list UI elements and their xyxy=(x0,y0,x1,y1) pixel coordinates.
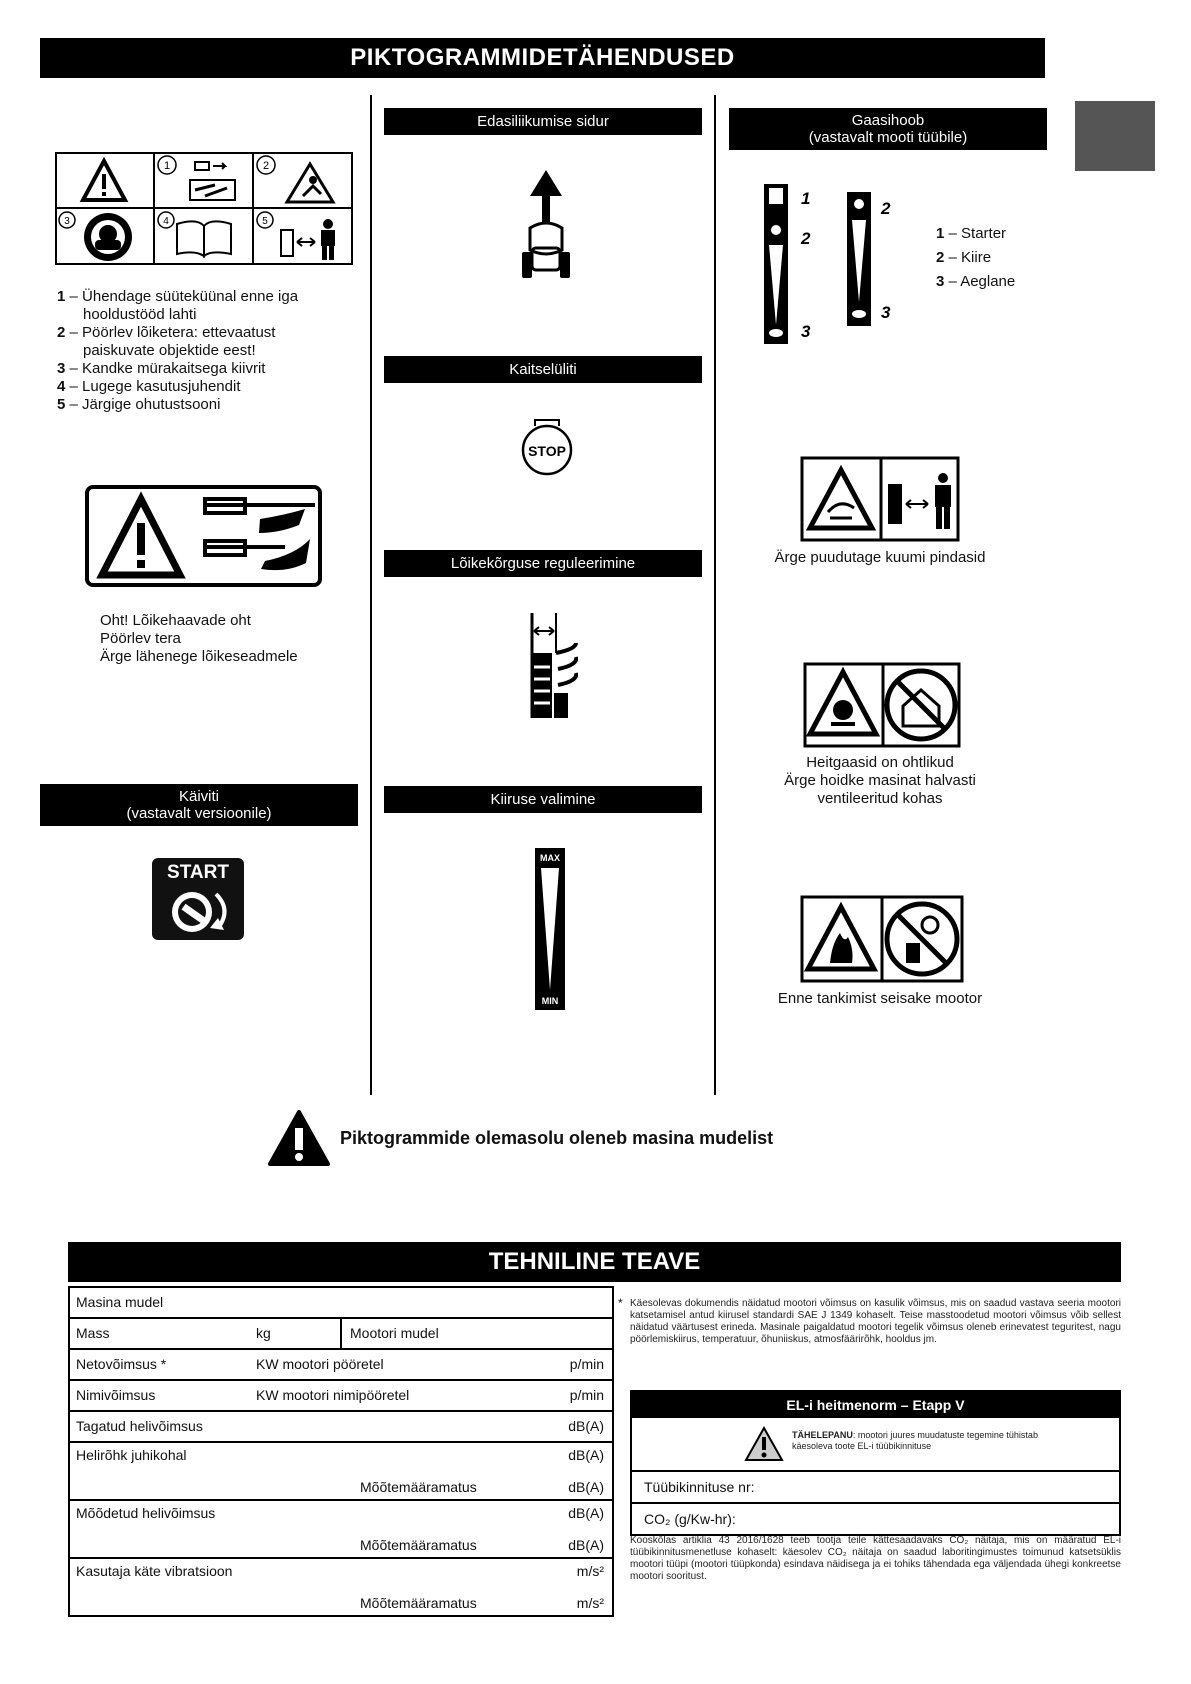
throttle-num-1: 1 xyxy=(801,189,811,208)
list-item: hooldustööd lahti xyxy=(83,306,197,323)
exhaust-text: Heitgaasid on ohtlikud Ärge hoidke masinat halvasti ventileeritud kohas xyxy=(784,754,976,807)
cut-height-icon xyxy=(528,613,578,723)
throttle-header: Gaasihoob (vastavalt mooti tüübile) xyxy=(729,108,1047,150)
safety-pictogram-grid xyxy=(55,152,353,265)
throttle-gauge-2 xyxy=(845,190,905,330)
table-row: Nimivõimsus KW mootori nimipööretel p/min xyxy=(70,1381,612,1412)
column-divider-1 xyxy=(370,95,372,1095)
warning-icon xyxy=(268,1110,330,1168)
tech-table xyxy=(68,1286,614,1617)
throttle-num-2: 2 xyxy=(801,229,811,248)
eu-emission-box xyxy=(630,1390,1121,1536)
eu-notice: TÄHELEPANU: mootori juures muudatuste tegemine tühistab käesoleva toote EL-i tüübikinnituse xyxy=(632,1418,1119,1470)
table-row: Masina mudel xyxy=(70,1288,612,1319)
start-key-icon: START xyxy=(152,858,244,940)
safety-list xyxy=(57,288,357,414)
list-item: 3 – Kandke mürakaitsega kiivrit xyxy=(57,360,266,377)
list-item: 4 – Lugege kasutusjuhendit xyxy=(57,378,241,395)
list-item: paiskuvate objektide eest! xyxy=(83,342,256,359)
refuel-text: Enne tankimist seisake mootor xyxy=(777,990,983,1007)
grid-num-5: 5 xyxy=(262,216,268,227)
cut-warning-text: Oht! Lõikehaavade oht Pöörlev tera Ärge lähenege lõikeseadmele xyxy=(100,612,298,665)
hot-surface-pictogram xyxy=(800,456,960,542)
throttle-legend: 1 – Starter 2 – Kiire 3 – Aeglane xyxy=(936,225,1016,290)
table-row: Netovõimsus * KW mootori pööretel p/min xyxy=(70,1350,612,1381)
list-item: 2 – Pöörlev lõiketera: ettevaatust xyxy=(57,324,276,341)
grid-num-2: 2 xyxy=(262,160,270,172)
type-approval-row: Tüübikinnituse nr: xyxy=(632,1470,1119,1502)
table-row: Kasutaja käte vibratsioon m/s² Mõõtemääramatus m/s² xyxy=(76,1563,604,1611)
max-label: MAX xyxy=(540,853,560,863)
min-label: MIN xyxy=(541,996,559,1006)
tech-title: TEHNILINE TEAVE xyxy=(68,1242,1121,1282)
list-item: 1 – Ühendage süüteküünal enne iga xyxy=(57,288,299,305)
refuel-pictogram xyxy=(800,895,964,983)
grid-num-1: 1 xyxy=(163,160,171,172)
model-note: Piktogrammide olemasolu oleneb masina mudelist xyxy=(340,1128,774,1148)
throttle2-num-3: 3 xyxy=(881,303,891,322)
column-divider-2 xyxy=(714,95,716,1095)
exhaust-pictogram xyxy=(803,662,961,748)
cut-height-header: Lõikekõrguse reguleerimine xyxy=(384,550,702,577)
speed-gauge xyxy=(535,848,565,1010)
hot-surface-text: Ärge puudutage kuumi pindasid xyxy=(774,549,986,566)
table-row: Tagatud helivõimsus dB(A) xyxy=(70,1412,612,1443)
speed-header: Kiiruse valimine xyxy=(384,786,702,813)
pictograms-title: PIKTOGRAMMIDETÄHENDUSED xyxy=(40,38,1045,78)
cut-hazard-pictogram xyxy=(85,485,322,587)
list-item: 5 – Järgige ohutustsooni xyxy=(57,396,221,413)
footnote-text: Käesolevas dokumendis näidatud mootori võimsus on kasulik võimsus, mis on saadud vastava seeria mootori katsetamisel antud kiirusel standardi SAE J 1349 kohaselt. Teise masstoodetud mootori võimsus võib sellest näidatud väärtusest erineda. Masinale paigaldatud mootori tegelik võimsus oleneb erinevatest teguritest, nagu pöörlemiskiirus, temperatuur, õhuniiskus, atmosfäärirõhk, hooldus jm. xyxy=(630,1298,1121,1345)
stop-switch-icon xyxy=(517,416,577,476)
warning-icon xyxy=(744,1426,784,1462)
footnote-star: * xyxy=(618,1296,623,1310)
safety-switch-header: Kaitselüliti xyxy=(384,356,702,383)
table-row: Mass kg Mootori mudel xyxy=(70,1319,612,1350)
eu-emission-title: EL-i heitmenorm – Etapp V xyxy=(632,1392,1119,1418)
drive-clutch-icon xyxy=(516,168,576,288)
section-tab xyxy=(1075,101,1155,171)
throttle-num-3: 3 xyxy=(801,322,811,341)
drive-clutch-header: Edasiliikumise sidur xyxy=(384,108,702,135)
stop-label: STOP xyxy=(528,443,566,459)
grid-num-4: 4 xyxy=(163,216,169,227)
co2-note: Kooskõlas artiklia 43 2016/1628 teeb tootja teile kättesaadavaks CO₂ näitaja, mis on määratud EL-i tüübikinnitusmenetluse kohaselt: käesolev CO₂ näitaja on saadud laboritingimustes toimunud katsetsüklis mootori tüüpi (mootori tüüpkonda) esindava näidisega ja ei tohiks tähendada ega väljendada ühegi konkreetse mootori sooritust. xyxy=(630,1535,1121,1582)
throttle2-num-2: 2 xyxy=(881,199,891,218)
table-row: Mõõdetud helivõimsus dB(A) Mõõtemääramatus dB(A) xyxy=(70,1501,612,1559)
grid-num-3: 3 xyxy=(64,216,70,227)
starter-header: Käiviti (vastavalt versioonile) xyxy=(40,784,358,826)
co2-row: CO₂ (g/Kw-hr): xyxy=(632,1502,1119,1534)
table-row: Helirõhk juhikohal dB(A) Mõõtemääramatus dB(A) xyxy=(70,1443,612,1501)
